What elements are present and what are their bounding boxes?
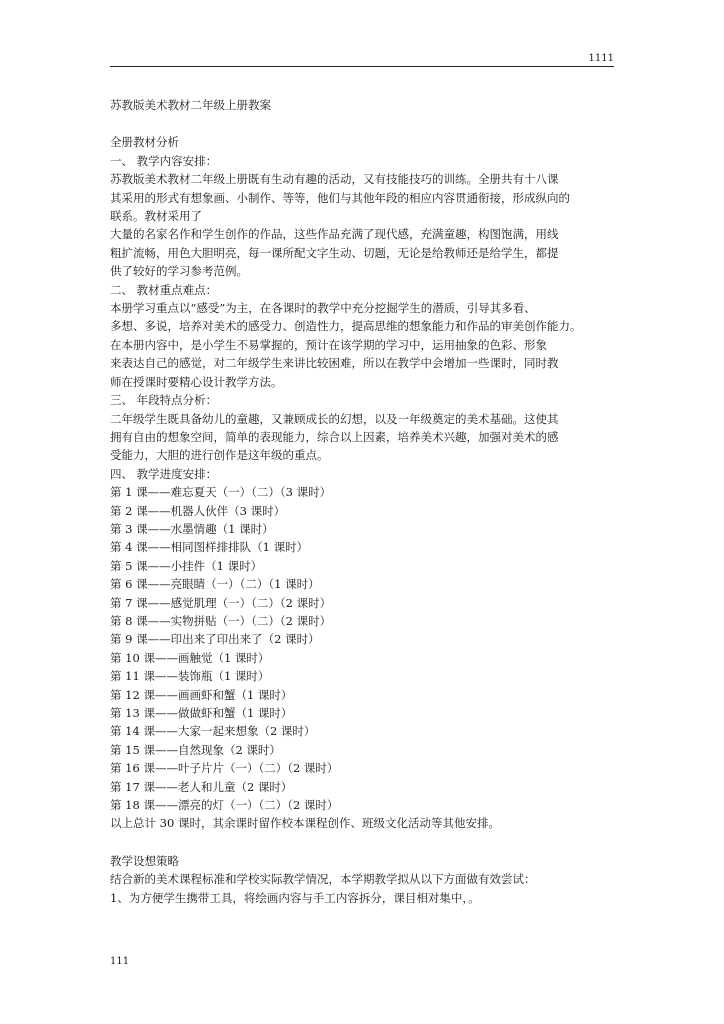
strategy-line: 结合新的美术课程标准和学校实际教学情况，本学期教学拟从以下方面做有效尝试： — [110, 872, 536, 887]
schedule-item: 第 10 课——画触觉（1 课时） — [110, 650, 270, 665]
analysis-line: 二年级学生既具备幼儿的童趣，又兼顾成长的幻想，以及一年级奠定的美术基础。这使其 — [110, 411, 559, 426]
analysis-line: 粗扩流畅，用色大胆明亮，每一课所配文字生动、切题，无论是给教师还是给学生，都提 — [110, 245, 559, 260]
analysis-section — [110, 152, 622, 483]
analysis-line: 其采用的形式有想象画、小制作、等等，他们与其他年段的相应内容贯通衔接，形成纵向的 — [110, 190, 570, 205]
analysis-line: 多想、多说，培养对美术的感受力、创造性力，提高思维的想象能力和作品的审美创作能力。 — [110, 319, 582, 334]
schedule-item: 第 15 课——自然现象（2 课时） — [110, 742, 281, 757]
schedule-item: 第 12 课——画画虾和蟹（1 课时） — [110, 687, 293, 702]
header-page-number: 1111 — [588, 53, 614, 64]
schedule-item: 第 6 课——亮眼睛（一）（二）（1 课时） — [110, 577, 320, 592]
schedule-list — [110, 483, 622, 814]
analysis-line: 来表达自己的感觉，对二年级学生来讲比较困难，所以在教学中会增加一些课时，同时教 — [110, 356, 559, 371]
analysis-line: 师在授课时要精心设计教学方法。 — [110, 374, 283, 389]
analysis-heading: 全册教材分析 — [110, 135, 179, 150]
schedule-item: 第 3 课——水墨情趣（1 课时） — [110, 521, 274, 536]
strategy-line: 1、为方便学生携带工具，将绘画内容与手工内容拆分，课目相对集中，。 — [110, 890, 480, 905]
footer-page-number: 111 — [110, 956, 130, 967]
schedule-item: 第 4 课——相同图样排排队（1 课时） — [110, 540, 309, 555]
analysis-line: 二、 教材重点难点： — [110, 282, 218, 297]
analysis-line: 三、 年段特点分析： — [110, 393, 218, 408]
schedule-item: 第 7 课——感觉肌理（一）（二）（2 课时） — [110, 595, 332, 610]
analysis-line: 苏教版美术教材二年级上册既有生动有趣的活动，又有技能技巧的训练。全册共有十八课 — [110, 172, 559, 187]
document-body — [110, 96, 622, 907]
schedule-item: 第 16 课——叶子片片（一）（二）（2 课时） — [110, 761, 339, 776]
schedule-item: 第 14 课——大家一起来想象（2 课时） — [110, 724, 316, 739]
schedule-item: 第 11 课——装饰瓶（1 课时） — [110, 669, 270, 684]
schedule-item: 第 1 课——难忘夏天（一）（二）（3 课时） — [110, 485, 332, 500]
document-title: 苏教版美术教材二年级上册教案 — [110, 98, 271, 112]
schedule-item: 第 5 课——小挂件（1 课时） — [110, 558, 263, 573]
schedule-item: 第 18 课——漂亮的灯（一）（二）（2 课时） — [110, 798, 339, 813]
analysis-line: 四、 教学进度安排： — [110, 466, 218, 481]
analysis-line: 一、 教学内容安排： — [110, 153, 218, 168]
analysis-line: 本册学习重点以“感受”为主，在各课时的教学中充分挖掘学生的潜质，引导其多看、 — [110, 301, 536, 316]
header-rule — [110, 66, 614, 67]
schedule-item: 第 17 课——老人和儿童（2 课时） — [110, 779, 293, 794]
schedule-item: 第 9 课——印出来了印出来了（2 课时） — [110, 632, 320, 647]
schedule-item: 第 2 课——机器人伙伴（3 课时） — [110, 503, 286, 518]
schedule-item: 第 13 课——做做虾和蟹（1 课时） — [110, 706, 293, 720]
analysis-line: 供了较好的学习参考范例。 — [110, 264, 248, 279]
schedule-summary: 以上总计 30 课时，其余课时留作校本课程创作、班级文化活动等其他安排。 — [110, 816, 500, 831]
strategy-heading: 教学设想策略 — [110, 853, 179, 868]
analysis-line: 在本册内容中，是小学生不易掌握的，预计在该学期的学习中，运用抽象的色彩、形象 — [110, 337, 547, 352]
schedule-item: 第 8 课——实物拼贴（一）（二）（2 课时） — [110, 613, 332, 628]
analysis-line: 受能力，大胆的进行创作是这年级的重点。 — [110, 448, 329, 463]
analysis-line: 拥有自由的想象空间，简单的表现能力，综合以上因素，培养美术兴趣，加强对美术的感 — [110, 429, 559, 444]
analysis-line: 联系。教材采用了 — [110, 209, 202, 224]
analysis-line: 大量的名家名作和学生创作的作品，这些作品充满了现代感，充满童趣，构图饱满，用线 — [110, 227, 559, 242]
